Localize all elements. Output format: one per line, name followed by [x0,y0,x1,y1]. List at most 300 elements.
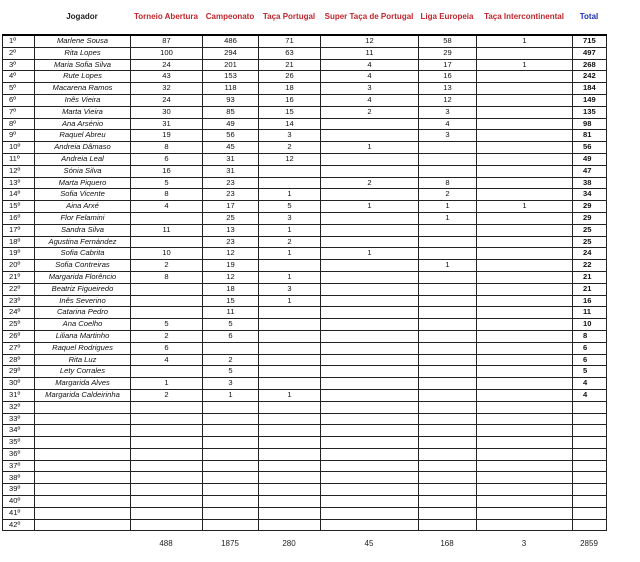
campeonato-cell[interactable]: 13 [203,224,259,236]
total-cell[interactable]: 497 [573,47,607,59]
player-name-cell[interactable]: Rute Lopes [35,71,131,83]
intercont-cell[interactable] [477,283,573,295]
intercont-cell[interactable] [477,94,573,106]
supertaca-cell[interactable] [321,401,419,413]
torneio-cell[interactable] [131,283,203,295]
liga-cell[interactable] [419,378,477,390]
liga-cell[interactable] [419,319,477,331]
intercont-cell[interactable] [477,519,573,531]
player-name-cell[interactable] [35,437,131,449]
player-name-cell[interactable]: Rita Lopes [35,47,131,59]
intercont-cell[interactable] [477,177,573,189]
total-cell[interactable]: 715 [573,35,607,47]
player-name-cell[interactable] [35,460,131,472]
supertaca-cell[interactable] [321,224,419,236]
taca-cell[interactable] [259,519,321,531]
taca-cell[interactable]: 2 [259,236,321,248]
supertaca-cell[interactable] [321,118,419,130]
rank-cell[interactable]: 10º [3,142,35,154]
supertaca-cell[interactable]: 1 [321,142,419,154]
intercont-cell[interactable] [477,330,573,342]
taca-cell[interactable]: 18 [259,83,321,95]
taca-cell[interactable]: 15 [259,106,321,118]
taca-cell[interactable] [259,460,321,472]
total-cell[interactable]: 47 [573,165,607,177]
rank-cell[interactable]: 14º [3,189,35,201]
total-intercont[interactable]: 3 [521,538,527,548]
header-liga[interactable]: Liga Europeia [420,11,474,21]
supertaca-cell[interactable]: 2 [321,177,419,189]
torneio-cell[interactable] [131,472,203,484]
campeonato-cell[interactable] [203,519,259,531]
liga-cell[interactable] [419,366,477,378]
intercont-cell[interactable] [477,118,573,130]
total-cell[interactable]: 49 [573,153,607,165]
rank-cell[interactable]: 3º [3,59,35,71]
taca-cell[interactable]: 63 [259,47,321,59]
player-name-cell[interactable]: Liliana Martinho [35,330,131,342]
liga-cell[interactable]: 13 [419,83,477,95]
total-cell[interactable]: 6 [573,354,607,366]
total-grand[interactable]: 2859 [580,538,598,548]
liga-cell[interactable] [419,165,477,177]
total-cell[interactable]: 149 [573,94,607,106]
liga-cell[interactable]: 58 [419,35,477,47]
liga-cell[interactable] [419,342,477,354]
player-name-cell[interactable] [35,507,131,519]
supertaca-cell[interactable]: 4 [321,94,419,106]
supertaca-cell[interactable]: 1 [321,201,419,213]
liga-cell[interactable] [419,236,477,248]
player-name-cell[interactable]: Ana Arsénio [35,118,131,130]
supertaca-cell[interactable] [321,295,419,307]
liga-cell[interactable] [419,519,477,531]
rank-cell[interactable]: 28º [3,354,35,366]
taca-cell[interactable] [259,425,321,437]
player-name-cell[interactable]: Aina Arxé [35,201,131,213]
torneio-cell[interactable]: 4 [131,354,203,366]
total-cell[interactable]: 5 [573,366,607,378]
player-name-cell[interactable]: Raquel Abreu [35,130,131,142]
taca-cell[interactable]: 16 [259,94,321,106]
intercont-cell[interactable] [477,260,573,272]
taca-cell[interactable] [259,319,321,331]
header-total[interactable]: Total [579,11,599,21]
intercont-cell[interactable] [477,83,573,95]
campeonato-cell[interactable] [203,496,259,508]
liga-cell[interactable]: 12 [419,94,477,106]
torneio-cell[interactable] [131,496,203,508]
campeonato-cell[interactable]: 31 [203,165,259,177]
intercont-cell[interactable] [477,472,573,484]
supertaca-cell[interactable] [321,389,419,401]
intercont-cell[interactable] [477,212,573,224]
supertaca-cell[interactable] [321,460,419,472]
total-cell[interactable]: 22 [573,260,607,272]
player-name-cell[interactable] [35,484,131,496]
rank-cell[interactable]: 37º [3,460,35,472]
liga-cell[interactable]: 3 [419,106,477,118]
supertaca-cell[interactable] [321,260,419,272]
liga-cell[interactable]: 16 [419,71,477,83]
campeonato-cell[interactable]: 5 [203,319,259,331]
intercont-cell[interactable] [477,236,573,248]
torneio-cell[interactable] [131,519,203,531]
campeonato-cell[interactable]: 19 [203,260,259,272]
rank-cell[interactable]: 36º [3,448,35,460]
total-cell[interactable] [573,425,607,437]
intercont-cell[interactable] [477,425,573,437]
rank-cell[interactable]: 15º [3,201,35,213]
campeonato-cell[interactable] [203,484,259,496]
liga-cell[interactable]: 1 [419,260,477,272]
rank-cell[interactable]: 18º [3,236,35,248]
rank-cell[interactable]: 31º [3,389,35,401]
rank-cell[interactable]: 19º [3,248,35,260]
campeonato-cell[interactable]: 2 [203,354,259,366]
intercont-cell[interactable] [477,496,573,508]
torneio-cell[interactable]: 43 [131,71,203,83]
campeonato-cell[interactable] [203,460,259,472]
liga-cell[interactable]: 2 [419,189,477,201]
taca-cell[interactable] [259,484,321,496]
total-cell[interactable]: 98 [573,118,607,130]
intercont-cell[interactable] [477,437,573,449]
total-cell[interactable]: 8 [573,330,607,342]
intercont-cell[interactable] [477,47,573,59]
liga-cell[interactable] [419,354,477,366]
intercont-cell[interactable] [477,366,573,378]
total-cell[interactable]: 10 [573,319,607,331]
torneio-cell[interactable] [131,437,203,449]
torneio-cell[interactable]: 5 [131,319,203,331]
supertaca-cell[interactable]: 11 [321,47,419,59]
torneio-cell[interactable]: 32 [131,83,203,95]
total-cell[interactable] [573,519,607,531]
campeonato-cell[interactable]: 31 [203,153,259,165]
player-name-cell[interactable]: Lety Corrales [35,366,131,378]
rank-cell[interactable]: 27º [3,342,35,354]
intercont-cell[interactable] [477,295,573,307]
player-name-cell[interactable] [35,472,131,484]
torneio-cell[interactable]: 87 [131,35,203,47]
supertaca-cell[interactable] [321,448,419,460]
player-name-cell[interactable]: Macarena Ramos [35,83,131,95]
intercont-cell[interactable] [477,354,573,366]
torneio-cell[interactable]: 24 [131,94,203,106]
rank-cell[interactable]: 25º [3,319,35,331]
total-cell[interactable]: 21 [573,283,607,295]
supertaca-cell[interactable] [321,271,419,283]
intercont-cell[interactable] [477,189,573,201]
campeonato-cell[interactable]: 294 [203,47,259,59]
header-torneio[interactable]: Torneio Abertura [133,11,198,21]
header-taca[interactable]: Taça Portugal [262,11,316,21]
campeonato-cell[interactable]: 23 [203,236,259,248]
supertaca-cell[interactable] [321,484,419,496]
rank-cell[interactable]: 34º [3,425,35,437]
total-cell[interactable] [573,437,607,449]
taca-cell[interactable] [259,260,321,272]
torneio-cell[interactable]: 2 [131,389,203,401]
total-cell[interactable]: 4 [573,389,607,401]
torneio-cell[interactable] [131,295,203,307]
total-cell[interactable] [573,401,607,413]
taca-cell[interactable]: 3 [259,212,321,224]
total-cell[interactable] [573,496,607,508]
total-cell[interactable] [573,472,607,484]
torneio-cell[interactable] [131,448,203,460]
intercont-cell[interactable] [477,448,573,460]
torneio-cell[interactable]: 11 [131,224,203,236]
torneio-cell[interactable]: 30 [131,106,203,118]
liga-cell[interactable] [419,437,477,449]
liga-cell[interactable] [419,307,477,319]
rank-cell[interactable]: 35º [3,437,35,449]
rank-cell[interactable]: 9º [3,130,35,142]
supertaca-cell[interactable] [321,236,419,248]
total-torneio[interactable]: 488 [159,538,173,548]
player-name-cell[interactable]: Rita Luz [35,354,131,366]
torneio-cell[interactable] [131,507,203,519]
rank-cell[interactable]: 38º [3,472,35,484]
player-name-cell[interactable]: Catarina Pedro [35,307,131,319]
player-name-cell[interactable]: Beatriz Figueiredo [35,283,131,295]
campeonato-cell[interactable]: 12 [203,271,259,283]
torneio-cell[interactable] [131,366,203,378]
rank-cell[interactable]: 6º [3,94,35,106]
intercont-cell[interactable] [477,484,573,496]
torneio-cell[interactable]: 2 [131,330,203,342]
player-name-cell[interactable]: Maria Sofia Silva [35,59,131,71]
player-name-cell[interactable]: Inês Vieira [35,94,131,106]
taca-cell[interactable] [259,307,321,319]
torneio-cell[interactable]: 8 [131,271,203,283]
liga-cell[interactable] [419,413,477,425]
torneio-cell[interactable]: 10 [131,248,203,260]
rank-cell[interactable]: 5º [3,83,35,95]
campeonato-cell[interactable]: 23 [203,177,259,189]
campeonato-cell[interactable]: 6 [203,330,259,342]
supertaca-cell[interactable] [321,130,419,142]
player-name-cell[interactable]: Sofia Cabrita [35,248,131,260]
player-name-cell[interactable]: Marta Vieira [35,106,131,118]
taca-cell[interactable]: 1 [259,271,321,283]
supertaca-cell[interactable] [321,413,419,425]
taca-cell[interactable] [259,330,321,342]
rank-cell[interactable]: 42º [3,519,35,531]
intercont-cell[interactable] [477,342,573,354]
taca-cell[interactable]: 1 [259,189,321,201]
player-name-cell[interactable] [35,413,131,425]
liga-cell[interactable] [419,484,477,496]
campeonato-cell[interactable]: 118 [203,83,259,95]
total-cell[interactable]: 29 [573,201,607,213]
player-name-cell[interactable]: Andreia Dâmaso [35,142,131,154]
campeonato-cell[interactable]: 93 [203,94,259,106]
total-cell[interactable]: 81 [573,130,607,142]
player-name-cell[interactable]: Sofia Vicente [35,189,131,201]
taca-cell[interactable] [259,401,321,413]
total-cell[interactable]: 24 [573,248,607,260]
supertaca-cell[interactable] [321,212,419,224]
campeonato-cell[interactable]: 45 [203,142,259,154]
torneio-cell[interactable]: 2 [131,260,203,272]
taca-cell[interactable]: 1 [259,295,321,307]
supertaca-cell[interactable] [321,496,419,508]
supertaca-cell[interactable] [321,354,419,366]
taca-cell[interactable]: 1 [259,224,321,236]
total-cell[interactable]: 38 [573,177,607,189]
header-campeonato[interactable]: Campeonato [205,11,255,21]
torneio-cell[interactable]: 6 [131,342,203,354]
total-cell[interactable]: 16 [573,295,607,307]
rank-cell[interactable]: 24º [3,307,35,319]
liga-cell[interactable]: 3 [419,130,477,142]
total-supertaca[interactable]: 45 [364,538,374,548]
rank-cell[interactable]: 33º [3,413,35,425]
liga-cell[interactable] [419,448,477,460]
supertaca-cell[interactable] [321,319,419,331]
total-cell[interactable]: 184 [573,83,607,95]
supertaca-cell[interactable] [321,165,419,177]
intercont-cell[interactable] [477,378,573,390]
player-name-cell[interactable] [35,401,131,413]
total-cell[interactable]: 268 [573,59,607,71]
total-cell[interactable] [573,507,607,519]
liga-cell[interactable]: 29 [419,47,477,59]
taca-cell[interactable]: 3 [259,130,321,142]
campeonato-cell[interactable]: 23 [203,189,259,201]
intercont-cell[interactable] [477,71,573,83]
header-supertaca[interactable]: Super Taça de Portugal [324,11,414,21]
player-name-cell[interactable]: Agustina Fernández [35,236,131,248]
taca-cell[interactable]: 71 [259,35,321,47]
taca-cell[interactable] [259,165,321,177]
liga-cell[interactable] [419,472,477,484]
intercont-cell[interactable] [477,319,573,331]
campeonato-cell[interactable]: 3 [203,378,259,390]
rank-cell[interactable]: 21º [3,271,35,283]
taca-cell[interactable]: 2 [259,142,321,154]
liga-cell[interactable]: 1 [419,212,477,224]
player-name-cell[interactable] [35,519,131,531]
intercont-cell[interactable] [477,460,573,472]
campeonato-cell[interactable]: 201 [203,59,259,71]
torneio-cell[interactable]: 1 [131,378,203,390]
rank-cell[interactable]: 29º [3,366,35,378]
torneio-cell[interactable] [131,460,203,472]
liga-cell[interactable] [419,507,477,519]
campeonato-cell[interactable]: 56 [203,130,259,142]
player-name-cell[interactable]: Andreia Leal [35,153,131,165]
player-name-cell[interactable]: Sandra Silva [35,224,131,236]
header-intercont[interactable]: Taça Intercontinental [484,11,564,21]
supertaca-cell[interactable]: 3 [321,83,419,95]
rank-cell[interactable]: 30º [3,378,35,390]
intercont-cell[interactable] [477,307,573,319]
campeonato-cell[interactable]: 49 [203,118,259,130]
torneio-cell[interactable]: 5 [131,177,203,189]
player-name-cell[interactable] [35,496,131,508]
total-cell[interactable]: 29 [573,212,607,224]
supertaca-cell[interactable] [321,425,419,437]
player-name-cell[interactable]: Raquel Rodrigues [35,342,131,354]
campeonato-cell[interactable] [203,472,259,484]
intercont-cell[interactable]: 1 [477,35,573,47]
supertaca-cell[interactable]: 4 [321,59,419,71]
liga-cell[interactable] [419,295,477,307]
campeonato-cell[interactable]: 12 [203,248,259,260]
supertaca-cell[interactable] [321,437,419,449]
total-cell[interactable] [573,460,607,472]
header-player[interactable]: Jogador [66,11,98,21]
intercont-cell[interactable] [477,507,573,519]
rank-cell[interactable]: 7º [3,106,35,118]
torneio-cell[interactable]: 19 [131,130,203,142]
player-name-cell[interactable]: Sofia Contreiras [35,260,131,272]
rank-cell[interactable]: 8º [3,118,35,130]
campeonato-cell[interactable] [203,401,259,413]
campeonato-cell[interactable] [203,413,259,425]
taca-cell[interactable] [259,354,321,366]
intercont-cell[interactable] [477,106,573,118]
torneio-cell[interactable]: 100 [131,47,203,59]
rank-cell[interactable]: 40º [3,496,35,508]
total-cell[interactable]: 4 [573,378,607,390]
intercont-cell[interactable] [477,153,573,165]
player-name-cell[interactable]: Sónia Silva [35,165,131,177]
player-name-cell[interactable]: Marta Piquero [35,177,131,189]
liga-cell[interactable] [419,248,477,260]
torneio-cell[interactable] [131,307,203,319]
torneio-cell[interactable]: 31 [131,118,203,130]
supertaca-cell[interactable] [321,330,419,342]
total-cell[interactable]: 56 [573,142,607,154]
rank-cell[interactable]: 22º [3,283,35,295]
campeonato-cell[interactable] [203,448,259,460]
taca-cell[interactable] [259,472,321,484]
rank-cell[interactable]: 12º [3,165,35,177]
campeonato-cell[interactable]: 85 [203,106,259,118]
supertaca-cell[interactable] [321,378,419,390]
total-cell[interactable] [573,484,607,496]
torneio-cell[interactable] [131,212,203,224]
taca-cell[interactable]: 3 [259,283,321,295]
rank-cell[interactable]: 11º [3,153,35,165]
liga-cell[interactable] [419,460,477,472]
total-cell[interactable]: 6 [573,342,607,354]
intercont-cell[interactable] [477,224,573,236]
campeonato-cell[interactable] [203,425,259,437]
supertaca-cell[interactable] [321,342,419,354]
supertaca-cell[interactable] [321,472,419,484]
taca-cell[interactable]: 26 [259,71,321,83]
rank-cell[interactable]: 2º [3,47,35,59]
liga-cell[interactable] [419,496,477,508]
intercont-cell[interactable] [477,401,573,413]
rank-cell[interactable]: 41º [3,507,35,519]
player-name-cell[interactable]: Flor Felamini [35,212,131,224]
total-cell[interactable]: 135 [573,106,607,118]
player-name-cell[interactable]: Ana Coelho [35,319,131,331]
taca-cell[interactable] [259,437,321,449]
rank-cell[interactable]: 13º [3,177,35,189]
supertaca-cell[interactable] [321,153,419,165]
total-cell[interactable]: 21 [573,271,607,283]
rank-cell[interactable]: 20º [3,260,35,272]
campeonato-cell[interactable] [203,342,259,354]
